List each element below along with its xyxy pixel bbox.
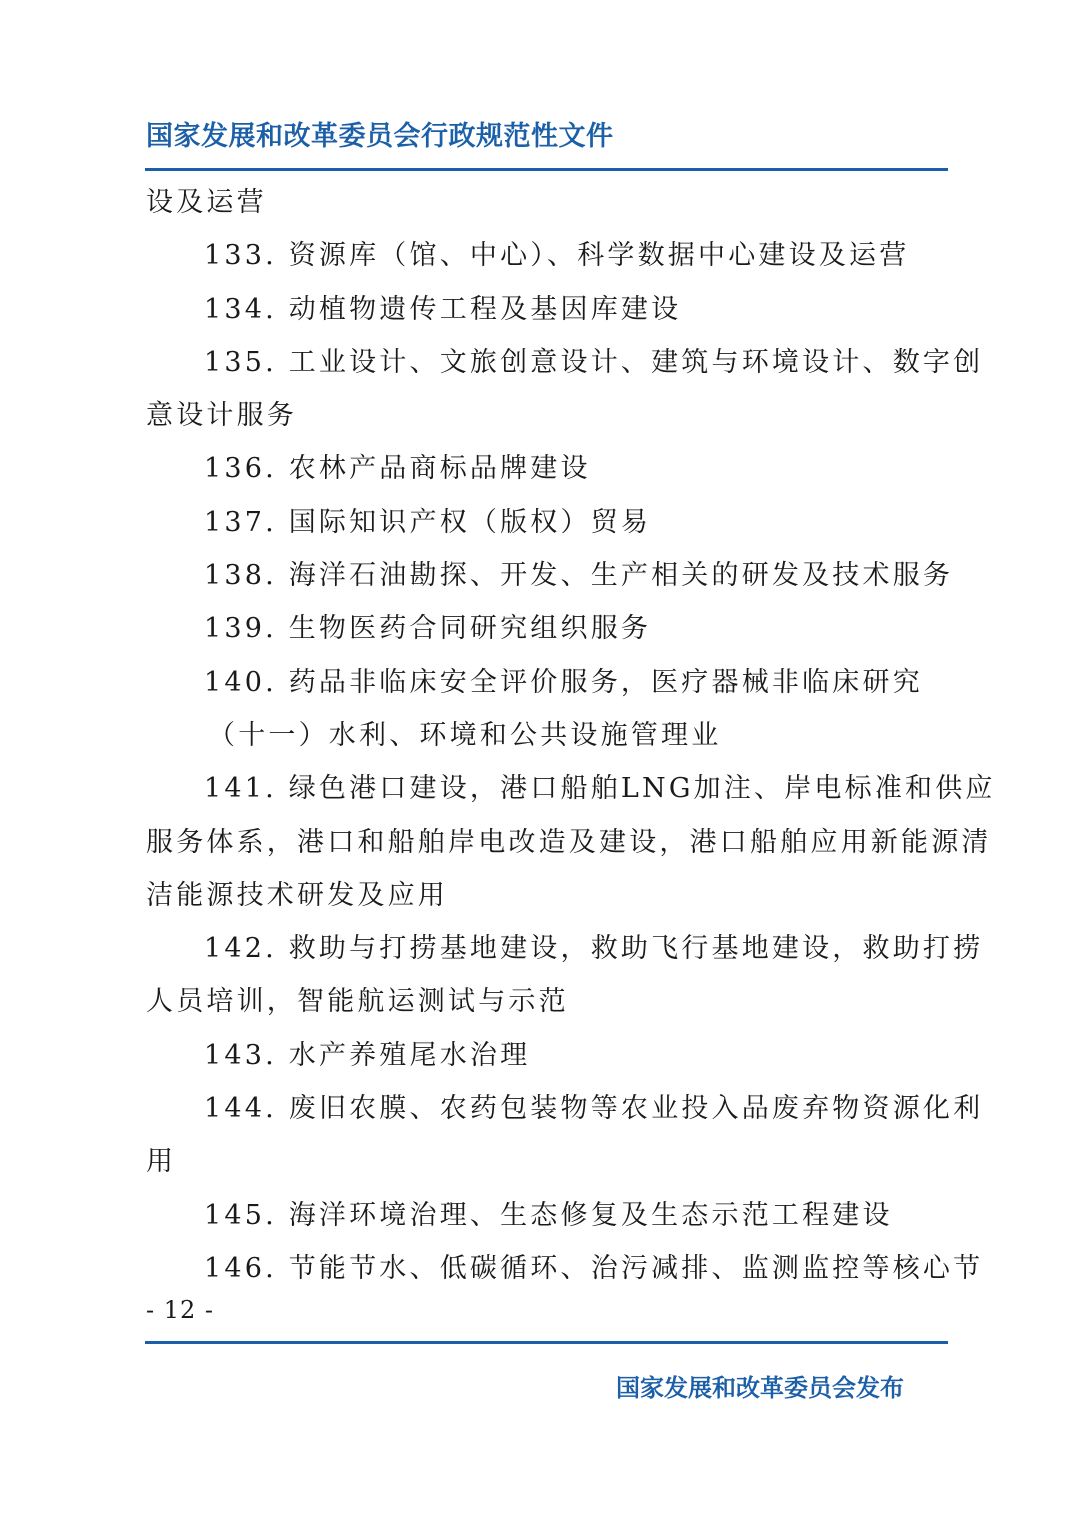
list-item-146: 146. 节能节水、低碳循环、治污减排、监测监控等核心节 <box>204 1252 984 1284</box>
footer-publisher: 国家发展和改革委员会发布 <box>616 1374 904 1402</box>
page-number: - 12 - <box>146 1296 215 1324</box>
text-line: 人员培训，智能航运测试与示范 <box>146 986 569 1018</box>
footer-divider <box>145 1341 948 1344</box>
document-body <box>146 176 996 1295</box>
list-item-144: 144. 废旧农膜、农药包装物等农业投入品废弃物资源化利 <box>204 1093 984 1125</box>
text-line: 设及运营 <box>146 187 267 218</box>
text-line: 用 <box>146 1146 177 1178</box>
document-header-title: 国家发展和改革委员会行政规范性文件 <box>146 121 614 152</box>
list-item-143: 143. 水产养殖尾水治理 <box>204 1039 531 1071</box>
list-item-139: 139. 生物医药合同研究组织服务 <box>204 613 652 645</box>
list-item-138: 138. 海洋石油勘探、开发、生产相关的研发及技术服务 <box>204 560 954 592</box>
header-divider <box>145 168 948 171</box>
list-item-134: 134. 动植物遗传工程及基因库建设 <box>204 293 682 325</box>
list-item-133: 133. 资源库（馆、中心）、科学数据中心建设及运营 <box>204 240 910 272</box>
section-heading: （十一）水利、环境和公共设施管理业 <box>208 719 722 751</box>
list-item-137: 137. 国际知识产权（版权）贸易 <box>204 506 652 538</box>
list-item-140: 140. 药品非临床安全评价服务，医疗器械非临床研究 <box>204 666 923 698</box>
text-line: 洁能源技术研发及应用 <box>146 879 448 911</box>
text-line: 服务体系，港口和船舶岸电改造及建设，港口船舶应用新能源清 <box>146 826 992 858</box>
list-item-145: 145. 海洋环境治理、生态修复及生态示范工程建设 <box>204 1199 893 1231</box>
list-item-141: 141. 绿色港口建设，港口船舶LNG加注、岸电标准和供应 <box>204 773 996 805</box>
list-item-142: 142. 救助与打捞基地建设，救助飞行基地建设，救助打捞 <box>204 933 984 965</box>
list-item-135: 135. 工业设计、文旅创意设计、建筑与环境设计、数字创 <box>204 346 984 378</box>
list-item-136: 136. 农林产品商标品牌建设 <box>204 453 591 485</box>
text-line: 意设计服务 <box>146 400 297 432</box>
